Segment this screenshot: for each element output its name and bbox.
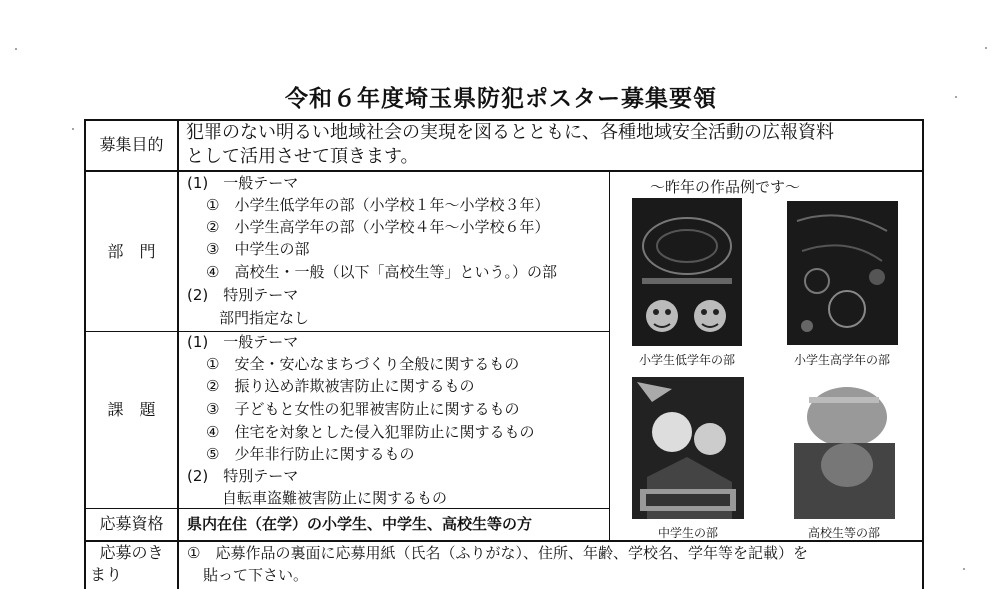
scan-speck bbox=[963, 568, 965, 570]
eligibility-text: 県内在住（在学）の小学生、中学生、高校生等の方 bbox=[187, 515, 533, 533]
caption-high-school: 高校生等の部 bbox=[807, 526, 880, 540]
topics-special-heading: (2) 特別テーマ bbox=[187, 467, 299, 485]
page-title: 令和６年度埼玉県防犯ポスター募集要領 bbox=[285, 86, 717, 112]
row-divider-divisions bbox=[84, 331, 610, 332]
purpose-line-2: として活用させて頂きます。 bbox=[186, 146, 419, 167]
rules-line-1: ① 応募作品の裏面に応募用紙（氏名（ふりがな）、住所、年齢、学校名、学年等を記載）を bbox=[187, 544, 808, 562]
caption-lower-elementary: 小学生低学年の部 bbox=[638, 353, 735, 367]
caption-upper-elementary: 小学生高学年の部 bbox=[793, 353, 890, 367]
example-poster-junior-high bbox=[632, 377, 744, 519]
scan-speck bbox=[72, 128, 74, 130]
rules-label-line-1: 応募のき bbox=[99, 543, 164, 562]
topics-label: 課 題 bbox=[107, 400, 156, 419]
rules-line-2: 貼って下さい。 bbox=[203, 566, 309, 584]
rules-label-line-2: まり bbox=[90, 565, 123, 584]
topics-item-5: ⑤ 少年非行防止に関するもの bbox=[206, 445, 415, 463]
topics-item-1: ① 安全・安心なまちづくり全般に関するもの bbox=[206, 355, 520, 373]
examples-column-divider bbox=[609, 170, 610, 540]
divisions-general-heading: (1) 一般テーマ bbox=[187, 174, 299, 192]
divisions-label: 部 門 bbox=[107, 242, 156, 261]
label-column-divider bbox=[177, 119, 179, 589]
examples-heading: ～昨年の作品例です～ bbox=[650, 178, 801, 196]
purpose-line-1: 犯罪のない明るい地域社会の実現を図るとともに、各種地域安全活動の広報資料 bbox=[186, 122, 834, 143]
topics-item-4: ④ 住宅を対象とした侵入犯罪防止に関するもの bbox=[206, 423, 535, 441]
topics-general-heading: (1) 一般テーマ bbox=[187, 333, 299, 351]
divisions-item-3: ③ 中学生の部 bbox=[206, 240, 310, 258]
example-poster-lower-elementary bbox=[632, 198, 742, 346]
divisions-item-2: ② 小学生高学年の部（小学校４年～小学校６年） bbox=[206, 218, 550, 236]
poster-illustration bbox=[789, 377, 900, 519]
poster-illustration bbox=[632, 377, 744, 519]
divisions-special-heading: (2) 特別テーマ bbox=[187, 286, 299, 304]
eligibility-label: 応募資格 bbox=[99, 514, 164, 533]
scan-speck bbox=[985, 47, 987, 49]
divisions-special-note: 部門指定なし bbox=[219, 309, 310, 327]
scan-speck bbox=[15, 48, 17, 50]
example-poster-high-school bbox=[789, 377, 900, 519]
topics-item-3: ③ 子どもと女性の犯罪被害防止に関するもの bbox=[206, 400, 520, 418]
scan-speck bbox=[955, 96, 957, 98]
topics-item-2: ② 振り込め詐欺被害防止に関するもの bbox=[206, 377, 475, 395]
divisions-item-4: ④ 高校生・一般（以下「高校生等」という。）の部 bbox=[206, 263, 557, 281]
poster-illustration bbox=[632, 198, 742, 346]
table-right-border bbox=[922, 119, 924, 589]
topics-special-item: 自転車盗難被害防止に関するもの bbox=[222, 489, 448, 507]
example-poster-upper-elementary bbox=[787, 201, 898, 345]
divisions-item-1: ① 小学生低学年の部（小学校１年～小学校３年） bbox=[206, 196, 550, 214]
caption-junior-high: 中学生の部 bbox=[657, 526, 718, 540]
poster-illustration bbox=[787, 201, 898, 345]
purpose-label: 募集目的 bbox=[99, 135, 164, 154]
